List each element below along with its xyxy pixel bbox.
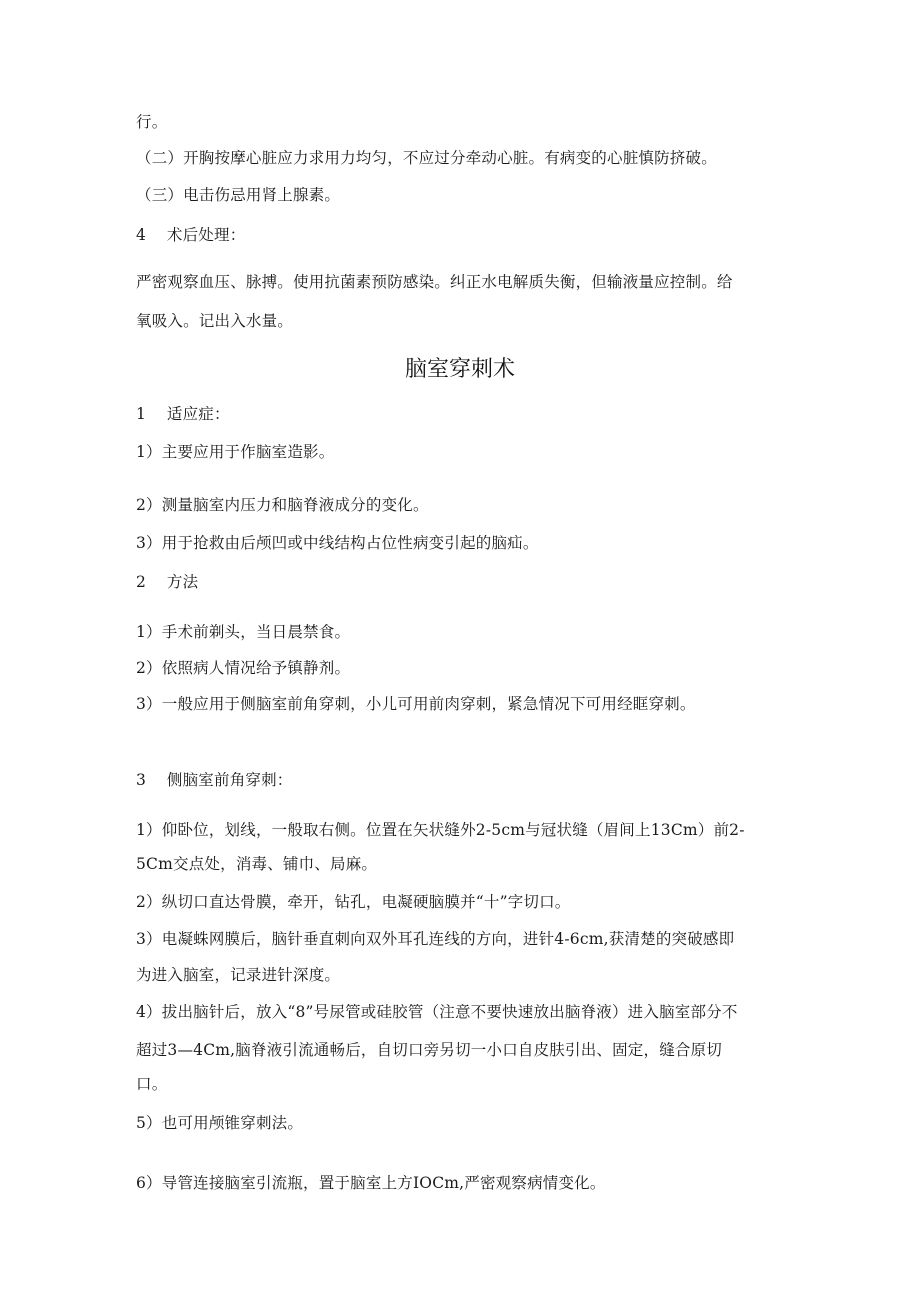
text-line: 为进入脑室，记录进针深度。: [136, 966, 341, 984]
text-line: 5Cm交点处，消毒、铺巾、局麻。: [136, 855, 378, 873]
text-line: 超过3—4Cm,脑脊液引流通畅后，自切口旁另切一小口自皮肤引出、固定，缝合原切: [136, 1041, 723, 1059]
text-line: 氧吸入。记出入水量。: [136, 312, 294, 330]
text-line: 3）用于抢救由后颅凹或中线结构占位性病变引起的脑疝。: [136, 534, 539, 552]
text-line: 5）也可用颅锥穿刺法。: [136, 1114, 304, 1132]
text-line: 口。: [136, 1075, 168, 1093]
text-line: 2）测量脑室内压力和脑脊液成分的变化。: [136, 496, 429, 514]
text-line: 2）依照病人情况给予镇静剂。: [136, 659, 351, 677]
text-line: 6）导管连接脑室引流瓶，置于脑室上方IOCm,严密观察病情变化。: [136, 1174, 606, 1192]
section-title: 脑室穿刺术: [404, 357, 515, 382]
text-line: 3）一般应用于侧脑室前角穿刺，小儿可用前肉穿刺，紧急情况下可用经眶穿刺。: [136, 695, 696, 713]
section-heading: 3 侧脑室前角穿刺：: [136, 771, 293, 789]
text-line: （二）开胸按摩心脏应力求用力均匀，不应过分牵动心脏。有病变的心脏慎防挤破。: [136, 149, 717, 167]
text-line: 1）仰卧位，划线，一般取右侧。位置在矢状缝外2-5cm与冠状缝（眉间上13Cm）前2-: [136, 821, 745, 839]
text-line: 行。: [136, 113, 168, 131]
text-line: 严密观察血压、脉搏。使用抗菌素预防感染。纠正水电解质失衡，但输液量应控制。给: [136, 273, 733, 291]
section-heading: 1 适应症：: [136, 405, 230, 423]
text-line: 3）电凝蛛网膜后，脑针垂直刺向双外耳孔连线的方向，进针4-6cm,获清楚的突破感即: [136, 930, 735, 948]
text-line: （三）电击伤忌用肾上腺素。: [136, 186, 341, 204]
text-line: 1）手术前剃头，当日晨禁食。: [136, 623, 351, 641]
text-line: 1）主要应用于作脑室造影。: [136, 443, 335, 461]
section-heading: 2 方法: [136, 573, 199, 591]
text-line: 4）拔出脑针后，放入“8”号尿管或硅胶管（注意不要快速放出脑脊液）进入脑室部分不: [136, 1003, 738, 1021]
section-heading: 4 术后处理：: [136, 226, 246, 244]
text-line: 2）纵切口直达骨膜，牵开，钻孔，电凝硬脑膜并“十”字切口。: [136, 893, 571, 911]
